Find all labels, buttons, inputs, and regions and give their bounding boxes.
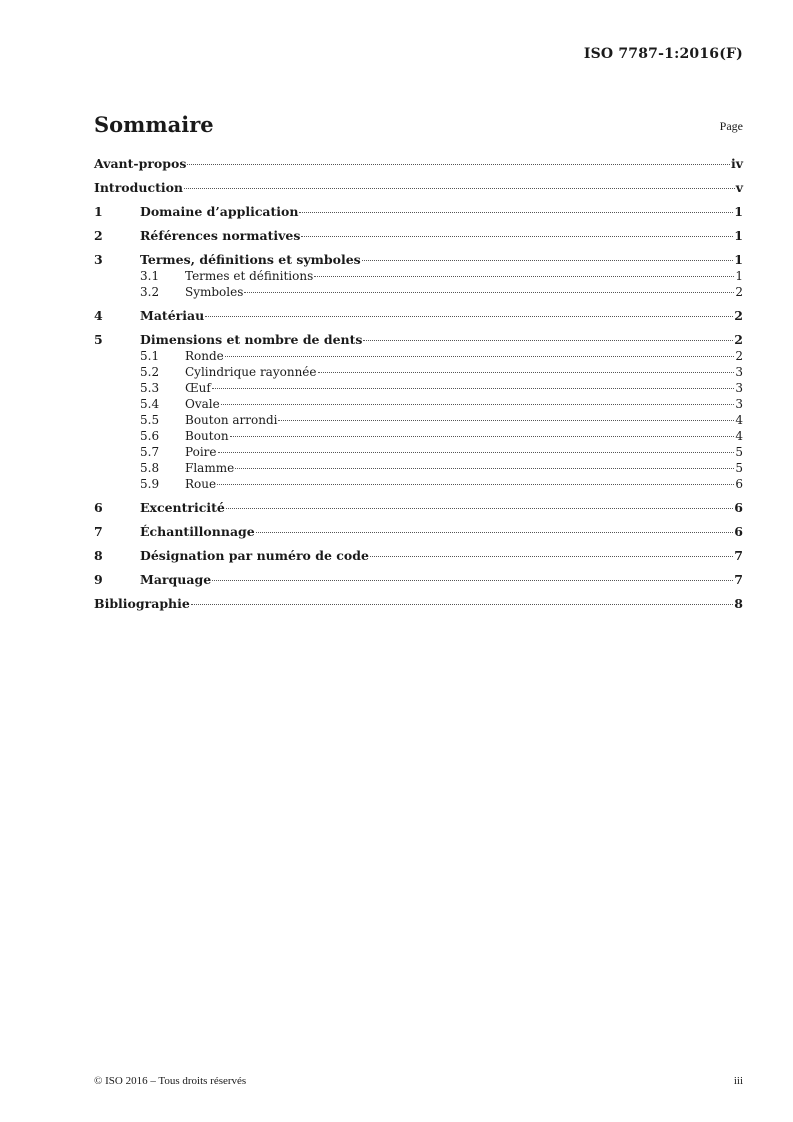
toc-entry-label: Marquage — [140, 572, 212, 587]
page-column-label: Page — [719, 119, 743, 133]
toc-entry-page: 4 — [735, 429, 743, 443]
toc-entry[interactable] — [94, 180, 743, 196]
toc-entry-page: 2 — [734, 332, 743, 347]
dot-leader — [218, 452, 735, 453]
toc-entry-number: 2 — [94, 228, 103, 243]
toc-entry[interactable] — [94, 156, 743, 172]
toc-entry-number: 5.3 — [140, 381, 160, 395]
toc-entry-number: 3 — [94, 252, 103, 267]
toc-entry-label: Bouton — [185, 429, 229, 443]
toc-entry-page: 4 — [735, 413, 743, 427]
toc-entry-label: Matériau — [140, 308, 205, 323]
document-code: ISO 7787-1:2016(F) — [583, 46, 743, 62]
toc-subentry[interactable] — [94, 284, 743, 300]
toc-entry-page: 5 — [735, 461, 743, 475]
toc-entry-label: Termes, définitions et symboles — [140, 252, 361, 267]
toc-title: Sommaire — [94, 112, 214, 137]
dot-leader — [256, 532, 734, 533]
toc-entry-label: Références normatives — [140, 228, 301, 243]
toc-entry-number: 5.5 — [140, 413, 160, 427]
toc-entry-number: 9 — [94, 572, 103, 587]
toc-entry-page: 2 — [735, 285, 743, 299]
toc-entry-label: Bouton arrondi — [185, 413, 278, 427]
toc-entry-page: 6 — [734, 500, 743, 515]
toc-entry-number: 7 — [94, 524, 103, 539]
toc-subentry[interactable] — [94, 412, 743, 428]
toc-entry-label: Œuf — [185, 381, 211, 395]
toc-entry[interactable] — [94, 332, 743, 348]
toc-subentry[interactable] — [94, 444, 743, 460]
toc-subentry[interactable] — [94, 348, 743, 364]
toc-entry[interactable] — [94, 252, 743, 268]
toc-entry-number: 5.8 — [140, 461, 160, 475]
dot-leader — [235, 468, 734, 469]
toc-entry-number: 1 — [94, 204, 103, 219]
toc-subentry[interactable] — [94, 364, 743, 380]
toc-entry-label: Bibliographie — [94, 596, 190, 611]
toc-entry-number: 5.1 — [140, 349, 160, 363]
dot-leader — [244, 292, 734, 293]
toc-entry[interactable] — [94, 204, 743, 220]
toc-entry-label: Avant-propos — [94, 156, 187, 171]
toc-entry-page: 2 — [734, 308, 743, 323]
toc-entry-label: Termes et définitions — [185, 269, 314, 283]
toc-entry-number: 6 — [94, 500, 103, 515]
footer-page-number: iii — [733, 1075, 743, 1087]
dot-leader — [205, 316, 733, 317]
toc-entry-label: Échantillonnage — [140, 524, 255, 539]
toc-entry-label: Symboles — [185, 285, 244, 299]
dot-leader — [212, 388, 735, 389]
toc-entry-label: Poire — [185, 445, 217, 459]
dot-leader — [217, 484, 734, 485]
toc-entry-label: Roue — [185, 477, 217, 491]
toc-entry[interactable] — [94, 548, 743, 564]
dot-leader — [212, 580, 733, 581]
toc-entry-page: 1 — [735, 269, 743, 283]
toc-entry[interactable] — [94, 500, 743, 516]
toc-entry-number: 5.2 — [140, 365, 160, 379]
toc-entry[interactable] — [94, 228, 743, 244]
dot-leader — [299, 212, 733, 213]
toc-entry-number: 3.2 — [140, 285, 160, 299]
toc-entry-page: 3 — [735, 397, 743, 411]
dot-leader — [187, 164, 730, 165]
dot-leader — [370, 556, 733, 557]
dot-leader — [362, 260, 734, 261]
dot-leader — [230, 436, 735, 437]
toc-entry-label: Flamme — [185, 461, 235, 475]
dot-leader — [191, 604, 733, 605]
dot-leader — [318, 372, 735, 373]
toc-entry-number: 4 — [94, 308, 103, 323]
toc-entry[interactable] — [94, 596, 743, 612]
table-of-contents — [94, 156, 743, 612]
toc-entry-label: Ronde — [185, 349, 224, 363]
toc-entry-label: Ovale — [185, 397, 220, 411]
toc-entry-number: 5.6 — [140, 429, 160, 443]
toc-entry-page: 3 — [735, 365, 743, 379]
dot-leader — [314, 276, 734, 277]
toc-entry-page: iv — [730, 156, 743, 171]
dot-leader — [184, 188, 735, 189]
toc-entry-page: 1 — [734, 204, 743, 219]
toc-entry-number: 5.4 — [140, 397, 160, 411]
toc-entry-number: 3.1 — [140, 269, 160, 283]
toc-entry-page: 7 — [734, 548, 743, 563]
dot-leader — [221, 404, 735, 405]
toc-entry-number: 5.7 — [140, 445, 160, 459]
toc-subentry[interactable] — [94, 460, 743, 476]
toc-entry[interactable] — [94, 308, 743, 324]
toc-subentry[interactable] — [94, 268, 743, 284]
dot-leader — [278, 420, 734, 421]
toc-entry-page: v — [735, 180, 743, 195]
toc-entry-page: 7 — [734, 572, 743, 587]
toc-entry[interactable] — [94, 524, 743, 540]
toc-entry-label: Dimensions et nombre de dents — [140, 332, 363, 347]
toc-entry-page: 8 — [734, 596, 743, 611]
dot-leader — [225, 356, 735, 357]
toc-entry-page: 1 — [734, 252, 743, 267]
toc-entry-label: Introduction — [94, 180, 184, 195]
toc-entry-number: 8 — [94, 548, 103, 563]
toc-entry-label: Désignation par numéro de code — [140, 548, 369, 563]
toc-entry-page: 2 — [735, 349, 743, 363]
toc-entry-label: Domaine d’application — [140, 204, 299, 219]
toc-entry-number: 5.9 — [140, 477, 160, 491]
toc-entry-number: 5 — [94, 332, 103, 347]
dot-leader — [226, 508, 733, 509]
toc-entry-page: 6 — [734, 524, 743, 539]
toc-entry-page: 3 — [735, 381, 743, 395]
dot-leader — [363, 340, 733, 341]
toc-subentry[interactable] — [94, 428, 743, 444]
toc-subentry[interactable] — [94, 396, 743, 412]
toc-entry-label: Cylindrique rayonnée — [185, 365, 317, 379]
toc-entry[interactable] — [94, 572, 743, 588]
dot-leader — [301, 236, 733, 237]
toc-subentry[interactable] — [94, 380, 743, 396]
toc-subentry[interactable] — [94, 476, 743, 492]
toc-entry-page: 5 — [735, 445, 743, 459]
toc-entry-page: 6 — [735, 477, 743, 491]
toc-entry-page: 1 — [734, 228, 743, 243]
toc-entry-label: Excentricité — [140, 500, 225, 515]
footer-copyright: © ISO 2016 – Tous droits réservés — [94, 1075, 247, 1087]
